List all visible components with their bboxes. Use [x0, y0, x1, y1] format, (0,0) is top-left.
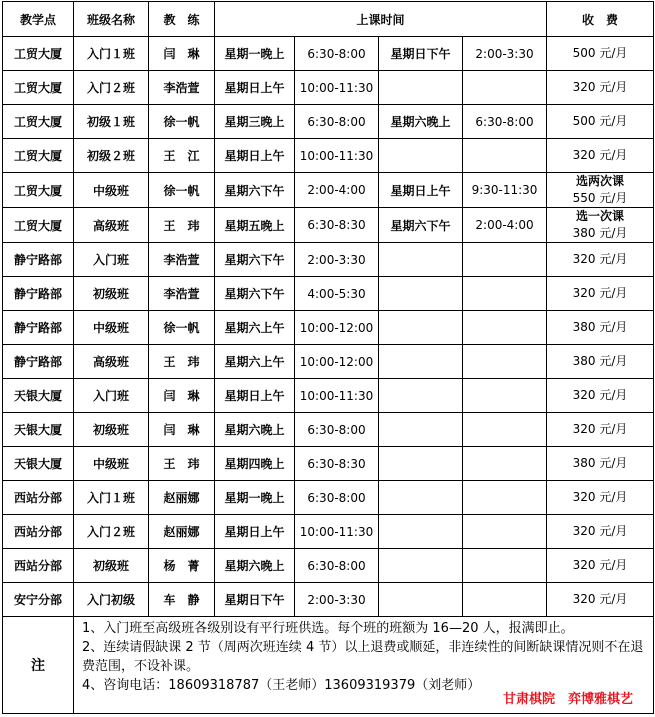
location-cell: 静宁路部: [3, 243, 74, 277]
class-name-cell: 初级班: [74, 413, 149, 447]
class-name-cell: 初级班: [74, 549, 149, 583]
time-1-cell: 6:30-8:00: [295, 37, 379, 71]
location-cell: 工贸大厦: [3, 37, 74, 71]
time-1-cell: 6:30-8:30: [295, 208, 379, 243]
header-coach: 教 练: [149, 2, 215, 37]
day-1-cell: 星期三晚上: [215, 105, 295, 139]
coach-cell: 王 江: [149, 139, 215, 173]
time-1-cell: 2:00-3:30: [295, 243, 379, 277]
time-1-cell: 4:00-5:30: [295, 277, 379, 311]
table-row: [3, 243, 654, 277]
header-class-name: 班级名称: [74, 2, 149, 37]
fee-cell: 320 元/月: [547, 583, 654, 617]
day-2-cell: [379, 549, 463, 583]
location-cell: 工贸大厦: [3, 173, 74, 208]
location-cell: 西站分部: [3, 515, 74, 549]
fee-cell: 380 元/月: [547, 447, 654, 481]
class-name-cell: 中级班: [74, 311, 149, 345]
class-name-cell: 初级班: [74, 277, 149, 311]
coach-cell: 赵丽娜: [149, 515, 215, 549]
day-2-cell: 星期日上午: [379, 173, 463, 208]
class-name-cell: 中级班: [74, 173, 149, 208]
table-row: [3, 345, 654, 379]
class-name-cell: 初级２班: [74, 139, 149, 173]
class-name-cell: 入门１班: [74, 37, 149, 71]
day-1-cell: 星期六下午: [215, 243, 295, 277]
time-2-cell: [463, 379, 547, 413]
day-1-cell: 星期六下午: [215, 277, 295, 311]
fee-cell: 320 元/月: [547, 277, 654, 311]
time-2-cell: [463, 447, 547, 481]
day-2-cell: [379, 481, 463, 515]
day-1-cell: 星期六上午: [215, 311, 295, 345]
class-name-cell: 初级１班: [74, 105, 149, 139]
day-2-cell: [379, 583, 463, 617]
coach-cell: 闫 琳: [149, 379, 215, 413]
time-1-cell: 10:00-11:30: [295, 515, 379, 549]
table-row: [3, 139, 654, 173]
table-row: [3, 583, 654, 617]
coach-cell: 王 玮: [149, 345, 215, 379]
time-2-cell: [463, 549, 547, 583]
time-2-cell: 9:30-11:30: [463, 173, 547, 208]
day-1-cell: 星期六晚上: [215, 413, 295, 447]
coach-cell: 徐一帆: [149, 105, 215, 139]
coach-cell: 赵丽娜: [149, 481, 215, 515]
class-name-cell: 入门１班: [74, 481, 149, 515]
class-name-cell: 入门２班: [74, 71, 149, 105]
day-1-cell: 星期四晚上: [215, 447, 295, 481]
time-1-cell: 6:30-8:00: [295, 413, 379, 447]
day-1-cell: 星期六上午: [215, 345, 295, 379]
table-row: [3, 447, 654, 481]
time-1-cell: 6:30-8:00: [295, 549, 379, 583]
time-1-cell: 6:30-8:00: [295, 105, 379, 139]
table-row: [3, 37, 654, 71]
fee-cell: 320 元/月: [547, 71, 654, 105]
day-1-cell: 星期日上午: [215, 379, 295, 413]
location-cell: 工贸大厦: [3, 105, 74, 139]
fee-cell: 320 元/月: [547, 481, 654, 515]
coach-cell: 李浩萱: [149, 243, 215, 277]
table-row: [3, 549, 654, 583]
day-1-cell: 星期日上午: [215, 515, 295, 549]
time-1-cell: 6:30-8:00: [295, 481, 379, 515]
fee-cell: 320 元/月: [547, 139, 654, 173]
time-2-cell: [463, 277, 547, 311]
time-1-cell: 10:00-11:30: [295, 71, 379, 105]
table-row: [3, 379, 654, 413]
note-line: 1、入门班至高级班各级别设有平行班供选。每个班的班额为 16—20 人，报满即止。: [82, 621, 574, 636]
location-cell: 天银大厦: [3, 379, 74, 413]
location-cell: 工贸大厦: [3, 208, 74, 243]
day-2-cell: 星期六晚上: [379, 105, 463, 139]
location-cell: 静宁路部: [3, 345, 74, 379]
fee-cell: 380 元/月: [547, 311, 654, 345]
header-location: 教学点: [3, 2, 74, 37]
fee-cell: 500 元/月: [547, 105, 654, 139]
class-name-cell: 入门２班: [74, 515, 149, 549]
fee-cell: [547, 173, 654, 208]
note-line: 4、咨询电话：18609318787（王老师）13609319379（刘老师）: [82, 678, 481, 693]
notes-row: [3, 617, 654, 714]
coach-cell: 王 玮: [149, 208, 215, 243]
fee-amount: 380 元/月: [572, 226, 628, 240]
fee-cell: 500 元/月: [547, 37, 654, 71]
class-name-cell: 入门班: [74, 243, 149, 277]
table-row: [3, 71, 654, 105]
table-row: [3, 413, 654, 447]
day-1-cell: 星期一晚上: [215, 37, 295, 71]
fee-option-label: 选一次课: [576, 209, 625, 223]
day-2-cell: [379, 345, 463, 379]
fee-cell: 380 元/月: [547, 345, 654, 379]
day-2-cell: [379, 413, 463, 447]
day-2-cell: [379, 311, 463, 345]
time-2-cell: [463, 583, 547, 617]
notes-body: [74, 617, 654, 714]
time-1-cell: 2:00-3:30: [295, 583, 379, 617]
class-name-cell: 入门初级: [74, 583, 149, 617]
class-name-cell: 高级班: [74, 345, 149, 379]
day-1-cell: 星期日下午: [215, 583, 295, 617]
coach-cell: 闫 琳: [149, 37, 215, 71]
time-1-cell: 6:30-8:30: [295, 447, 379, 481]
location-cell: 静宁路部: [3, 311, 74, 345]
time-2-cell: [463, 481, 547, 515]
location-cell: 工贸大厦: [3, 71, 74, 105]
day-2-cell: [379, 277, 463, 311]
header-row: [3, 2, 654, 37]
class-name-cell: 中级班: [74, 447, 149, 481]
location-cell: 西站分部: [3, 481, 74, 515]
day-2-cell: [379, 139, 463, 173]
table-row: [3, 277, 654, 311]
location-cell: 天银大厦: [3, 413, 74, 447]
time-2-cell: 6:30-8:00: [463, 105, 547, 139]
fee-cell: 320 元/月: [547, 413, 654, 447]
day-1-cell: 星期六下午: [215, 173, 295, 208]
day-2-cell: 星期六下午: [379, 208, 463, 243]
time-1-cell: 10:00-12:00: [295, 311, 379, 345]
coach-cell: 闫 琳: [149, 413, 215, 447]
table-row: [3, 481, 654, 515]
day-2-cell: [379, 71, 463, 105]
fee-amount: 550 元/月: [572, 191, 628, 205]
coach-cell: 车 静: [149, 583, 215, 617]
day-2-cell: [379, 447, 463, 481]
coach-cell: 徐一帆: [149, 173, 215, 208]
coach-cell: 徐一帆: [149, 311, 215, 345]
table-row: [3, 311, 654, 345]
signature: 甘肃棋院 弈博雅棋艺: [503, 692, 634, 707]
fee-cell: 320 元/月: [547, 515, 654, 549]
time-2-cell: [463, 71, 547, 105]
class-name-cell: 入门班: [74, 379, 149, 413]
day-1-cell: 星期五晚上: [215, 208, 295, 243]
location-cell: 西站分部: [3, 549, 74, 583]
table-row: [3, 105, 654, 139]
day-1-cell: 星期日上午: [215, 139, 295, 173]
header-schedule: 上课时间: [215, 2, 547, 37]
header-fee: 收 费: [547, 2, 654, 37]
time-1-cell: 2:00-4:00: [295, 173, 379, 208]
location-cell: 静宁路部: [3, 277, 74, 311]
time-1-cell: 10:00-11:30: [295, 139, 379, 173]
day-2-cell: [379, 243, 463, 277]
day-2-cell: [379, 515, 463, 549]
time-2-cell: [463, 413, 547, 447]
coach-cell: 李浩萱: [149, 277, 215, 311]
fee-cell: 320 元/月: [547, 243, 654, 277]
time-1-cell: 10:00-11:30: [295, 379, 379, 413]
fee-cell: 320 元/月: [547, 379, 654, 413]
location-cell: 天银大厦: [3, 447, 74, 481]
location-cell: 安宁分部: [3, 583, 74, 617]
table-row: [3, 173, 654, 208]
fee-cell: [547, 208, 654, 243]
table-row: [3, 515, 654, 549]
coach-cell: 王 玮: [149, 447, 215, 481]
schedule-table: [2, 1, 654, 714]
time-2-cell: [463, 243, 547, 277]
day-1-cell: 星期日上午: [215, 71, 295, 105]
note-line: 2、连续请假缺课 2 节（周两次班连续 4 节）以上退费或顺延，非连续性的间断缺课情况则不在退费范围，不设补课。: [82, 640, 644, 674]
class-name-cell: 高级班: [74, 208, 149, 243]
time-2-cell: [463, 311, 547, 345]
time-2-cell: [463, 345, 547, 379]
time-2-cell: 2:00-4:00: [463, 208, 547, 243]
time-2-cell: [463, 515, 547, 549]
location-cell: 工贸大厦: [3, 139, 74, 173]
day-1-cell: 星期六晚上: [215, 549, 295, 583]
day-2-cell: [379, 379, 463, 413]
time-2-cell: [463, 139, 547, 173]
time-1-cell: 10:00-12:00: [295, 345, 379, 379]
fee-cell: 320 元/月: [547, 549, 654, 583]
day-1-cell: 星期一晚上: [215, 481, 295, 515]
day-2-cell: 星期日下午: [379, 37, 463, 71]
fee-option-label: 选两次课: [576, 174, 625, 188]
coach-cell: 杨 菁: [149, 549, 215, 583]
coach-cell: 李浩萱: [149, 71, 215, 105]
time-2-cell: 2:00-3:30: [463, 37, 547, 71]
notes-label: 注: [3, 617, 74, 714]
table-row: [3, 208, 654, 243]
